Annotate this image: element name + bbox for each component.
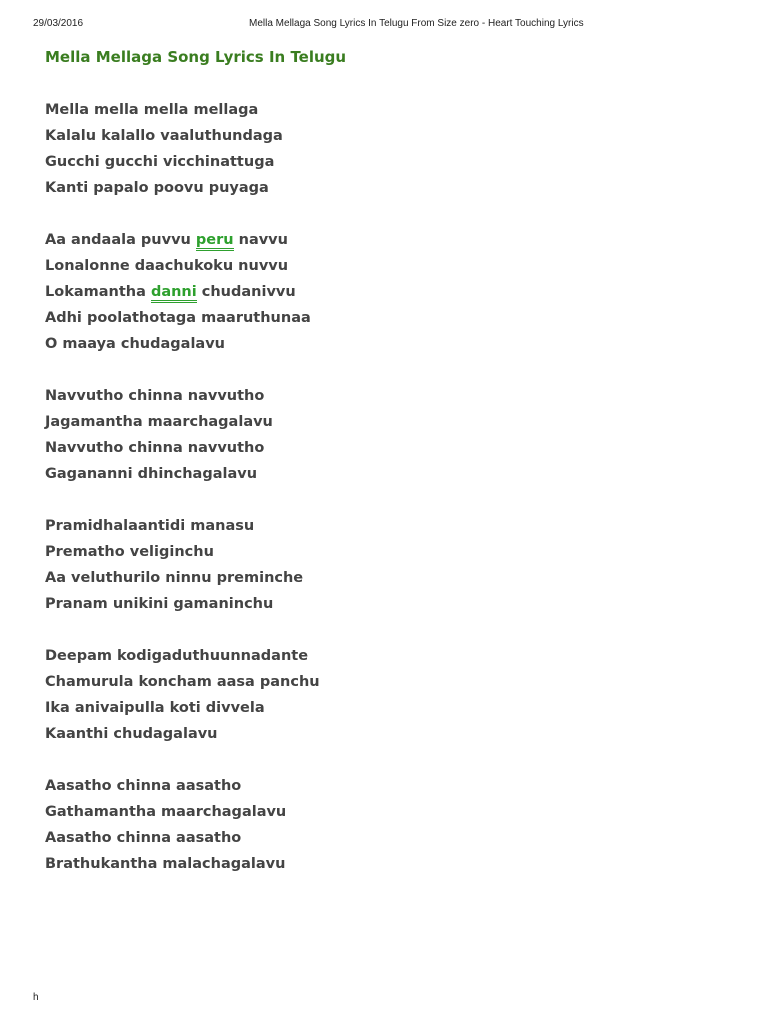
lyric-line-text: chudanivvu — [196, 284, 296, 300]
lyric-line-text: navvu — [233, 232, 288, 248]
lyric-line: Aasatho chinna aasatho — [45, 830, 242, 846]
lyric-line: Aasatho chinna aasatho — [45, 778, 242, 794]
lyric-line: Lonalonne daachukoku nuvvu — [45, 258, 289, 274]
lyric-line: Brathukantha malachagalavu — [45, 856, 286, 872]
lyric-line: O maaya chudagalavu — [45, 336, 225, 352]
print-page-title: Mella Mellaga Song Lyrics In Telugu From Size zero - Heart Touching Lyrics — [249, 18, 584, 29]
lyric-line: Mella mella mella mellaga — [45, 102, 259, 118]
lyric-line-text: Lokamantha — [45, 284, 151, 300]
lyric-line: Jagamantha maarchagalavu — [45, 414, 273, 430]
lyrics-body — [45, 97, 735, 903]
lyric-line — [45, 279, 735, 305]
footer-url-fragment: h — [33, 992, 39, 1003]
lyric-line: Gucchi gucchi vicchinattuga — [45, 154, 275, 170]
keyword-link[interactable]: peru — [196, 232, 234, 251]
lyrics-heading: Mella Mellaga Song Lyrics In Telugu — [45, 48, 347, 66]
lyrics-stanza — [45, 513, 735, 617]
lyric-line: Gagananni dhinchagalavu — [45, 466, 258, 482]
lyrics-stanza — [45, 227, 735, 357]
lyric-line: Kanti papalo poovu puyaga — [45, 180, 269, 196]
lyrics-stanza — [45, 773, 735, 877]
lyric-line: Adhi poolathotaga maaruthunaa — [45, 310, 311, 326]
lyric-line: Navvutho chinna navvutho — [45, 388, 265, 404]
lyric-line: Navvutho chinna navvutho — [45, 440, 265, 456]
lyric-line: Pramidhalaantidi manasu — [45, 518, 255, 534]
lyric-line: Gathamantha maarchagalavu — [45, 804, 287, 820]
lyrics-stanza — [45, 97, 735, 201]
lyrics-stanza — [45, 643, 735, 747]
print-date: 29/03/2016 — [33, 18, 84, 29]
lyric-line: Kalalu kalallo vaaluthundaga — [45, 128, 283, 144]
lyric-line: Pranam unikini gamaninchu — [45, 596, 274, 612]
lyric-line: Deepam kodigaduthuunnadante — [45, 648, 309, 664]
lyric-line: Chamurula koncham aasa panchu — [45, 674, 320, 690]
keyword-link[interactable]: danni — [151, 284, 197, 303]
lyrics-stanza — [45, 383, 735, 487]
lyric-line — [45, 227, 735, 253]
lyric-line-text: Aa andaala puvvu — [45, 232, 196, 248]
lyric-line: Kaanthi chudagalavu — [45, 726, 218, 742]
lyric-line: Aa veluthurilo ninnu preminche — [45, 570, 304, 586]
lyric-line: Prematho veliginchu — [45, 544, 214, 560]
lyric-line: Ika anivaipulla koti divvela — [45, 700, 265, 716]
